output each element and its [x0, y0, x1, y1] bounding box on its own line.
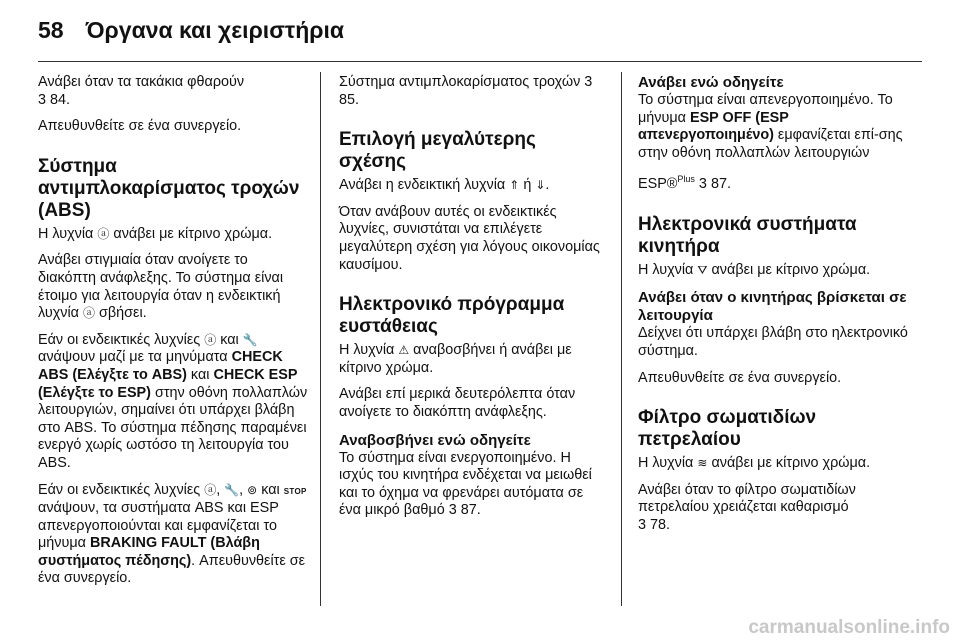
section-heading-esp: Ηλεκτρονικό πρόγραμμα ευστάθειας — [339, 294, 565, 338]
paragraph: Το σύστημα είναι ενεργοποιημένο. Η ισχύς του κινητήρα ενδέχεται να μειωθεί και το όχημα να φρενάρει αυτόματα σε ένα μικρό βαθμό 3 87. — [339, 449, 592, 519]
paragraph: Όταν ανάβουν αυτές οι ενδεικτικές λυχνίες, συνιστάται να επιλέγετε μεγαλύτερη σχέση για λόγους οικονομίας καυσίμου. — [339, 203, 600, 273]
ref-arrow-icon: 3 — [638, 516, 647, 533]
section-heading-abs: Σύστημα αντιμπλοκαρίσματος τροχών (ABS) — [38, 155, 300, 221]
column-divider-1 — [320, 72, 321, 606]
paragraph: Ανάβει όταν τα τακάκια φθαρούν 3 84. — [38, 74, 245, 108]
paragraph: Απευθυνθείτε σε ένα συνεργείο. — [638, 369, 842, 386]
column-3 — [638, 74, 910, 544]
section-heading-gear: Επιλογή μεγαλύτερης σχέσης — [339, 129, 536, 173]
message-check-abs: CHECK ABS (Ελέγξτε το ABS) — [38, 349, 283, 383]
paragraph: Η λυχνία ≋ ανάβει με κίτρινο χρώμα. — [638, 455, 871, 472]
paragraph: Ανάβει η ενδεικτική λυχνία ⇑ ή ⇓. — [339, 177, 550, 194]
paragraph: Ανάβει επί μερικά δευτερόλεπτα όταν ανοίγετε το διακόπτη ανάφλεξης. — [339, 386, 576, 420]
page-ref-link[interactable]: 87. — [460, 502, 481, 519]
page-ref-link[interactable]: 87. — [710, 176, 731, 193]
dpf-icon: ≋ — [697, 456, 708, 471]
subheading-blinking: Αναβοσβήνει ενώ οδηγείτε — [339, 431, 531, 449]
paragraph: Δείχνει ότι υπάρχει βλάβη στο ηλεκτρονικό σύστημα. — [638, 325, 908, 359]
page-ref-link[interactable]: 84. — [50, 91, 71, 108]
column-2 — [339, 74, 607, 529]
ref-arrow-icon: 3 — [584, 74, 593, 90]
page-ref-link[interactable]: 85. — [339, 91, 360, 108]
page-number: 58 — [38, 17, 64, 43]
column-1 — [38, 74, 308, 597]
watermark: carmanualsonline.info — [748, 617, 950, 638]
paragraph: Η λυχνία ⛛ ανάβει με κίτρινο χρώμα. — [638, 261, 871, 278]
paragraph: Εάν οι ενδεικτικές λυχνίες ⓐ, 🔧, ⊚ και STOP ανάψουν, τα συστήματα ABS και ESP απενεργοποιούνται και εμφανίζεται το μήνυμα BRAKING FAULT (Βλάβη συστήματος πέδησης). Απευθυνθείτε σε ένα συνεργείο. — [38, 481, 307, 587]
subheading-engine-running: Ανάβει όταν ο κινητήρας βρίσκεται σε λειτουργία — [638, 289, 907, 325]
paragraph: Εάν οι ενδεικτικές λυχνίες ⓐ και 🔧 ανάψουν μαζί με τα μηνύματα CHECK ABS (Ελέγξτε το ABS) και CHECK ESP (Ελέγξτε το ESP) στην οθόνη πολλαπλών λειτουργιών, σημαίνει ότι υπάρχει βλάβη στο ABS. Το σύστημα πέδησης παραμένει ενεργό χωρίς ωστόσο τη λειτουργία του ABS. — [38, 331, 308, 471]
abs-icon: ⓐ — [204, 482, 217, 497]
abs-icon: ⓐ — [97, 226, 110, 241]
paragraph: Σύστημα αντιμπλοκαρίσματος τροχών 3 85. — [339, 74, 593, 108]
header-divider — [38, 61, 922, 62]
paragraph: Η λυχνία ⓐ ανάβει με κίτρινο χρώμα. — [38, 225, 273, 242]
gear-up-icon: ⇑ — [509, 178, 520, 193]
abs-icon: ⓐ — [83, 306, 96, 321]
paragraph: Ανάβει όταν το φίλτρο σωματιδίων πετρελαίου χρειάζεται καθαρισμό 3 78. — [638, 481, 856, 533]
paragraph: Η λυχνία ⚠ αναβοσβήνει ή ανάβει με κίτρινο χρώμα. — [339, 342, 572, 376]
abs-icon: ⓐ — [204, 332, 217, 347]
message-esp-off: ESP OFF (ESP απενεργοποιημένο) — [638, 109, 789, 144]
gear-down-icon: ⇓ — [535, 178, 546, 193]
wrench-icon: 🔧 — [224, 482, 240, 497]
paragraph: Ανάβει στιγμιαία όταν ανοίγετε το διακόπτη ανάφλεξης. Το σύστημα είναι έτοιμο για λειτουργία όταν η ενδεικτική λυχνία ⓐ σβήσει. — [38, 252, 284, 322]
ref-arrow-icon: 3 — [698, 176, 707, 193]
engine-icon: ⛛ — [697, 262, 708, 277]
section-heading-engine: Ηλεκτρονικά συστήματα κινητήρα — [638, 213, 857, 257]
stop-icon: STOP — [283, 486, 307, 496]
paragraph: Το σύστημα είναι απενεργοποιημένο. Το μήνυμα ESP OFF (ESP απενεργοποιημένο) εμφανίζεται επί-σης στην οθόνη πολλαπλών λειτουργιών — [638, 92, 903, 161]
message-braking-fault: BRAKING FAULT (Βλάβη συστήματος πέδησης) — [38, 535, 260, 569]
section-heading-dpf: Φίλτρο σωματιδίων πετρελαίου — [638, 407, 817, 451]
ref-arrow-icon: 3 — [38, 91, 47, 108]
esp-icon: ⚠ — [398, 343, 410, 358]
chapter-title: Όργανα και χειριστήρια — [85, 17, 344, 43]
wrench-icon: 🔧 — [242, 332, 258, 347]
paragraph: ESP®$^{Plus}$ 3 87. — [638, 174, 731, 193]
message-check-esp: CHECK ESP (Ελέγξτε το ESP) — [38, 366, 298, 401]
subheading-lit: Ανάβει ενώ οδηγείτε — [638, 74, 784, 91]
ref-arrow-icon: 3 — [448, 502, 457, 519]
page-header — [38, 17, 344, 49]
paragraph: Απευθυνθείτε σε ένα συνεργείο. — [38, 118, 242, 135]
page-ref-link[interactable]: 78. — [650, 516, 671, 533]
brake-icon: ⊚ — [247, 482, 258, 497]
column-divider-2 — [621, 72, 622, 606]
